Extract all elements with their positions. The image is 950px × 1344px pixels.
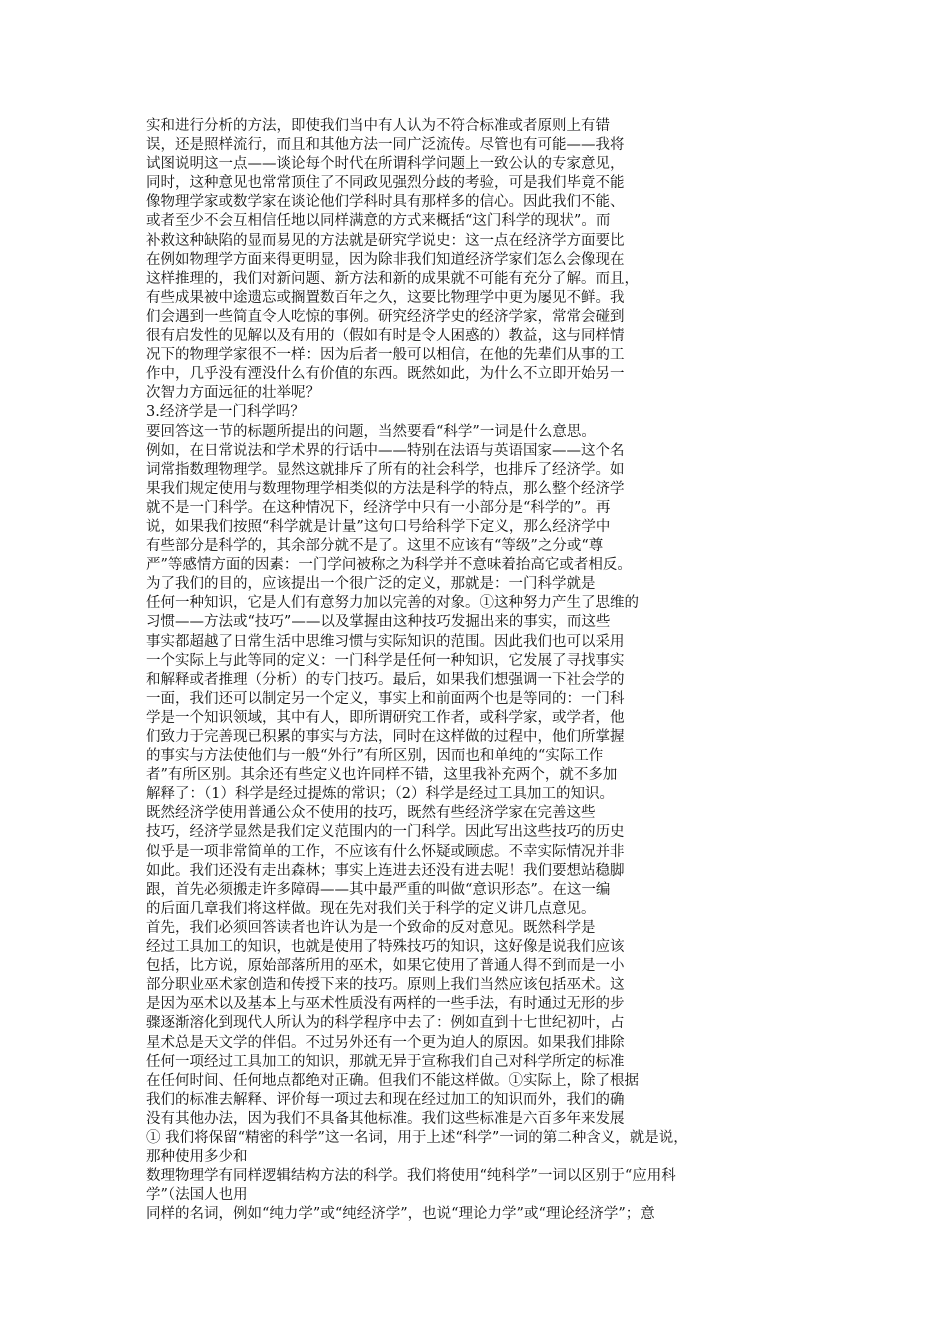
text-line: 一面，我们还可以制定另一个定义，事实上和前面两个也是等同的：一门科 bbox=[146, 690, 625, 707]
text-line: 的后面几章我们将这样做。现在先对我们关于科学的定义讲几点意见。 bbox=[146, 900, 596, 917]
footnote-line: ① 我们将保留“精密的科学”这一名词，用于上述“科学”一词的第二种含义，就是说， bbox=[146, 1129, 688, 1146]
text-line: 跟，首先必须搬走许多障碍——其中最严重的叫做“意识形态”。在这一编 bbox=[146, 881, 611, 898]
text-line: 在例如物理学方面来得更明显，因为除非我们知道经济学家们怎么会像现在 bbox=[146, 251, 625, 268]
text-line: 果我们规定使用与数理物理学相类似的方法是科学的特点，那么整个经济学 bbox=[146, 480, 625, 497]
text-line: 首先，我们必须回答读者也许认为是一个致命的反对意见。既然科学是 bbox=[146, 919, 596, 936]
text-line: 们致力于完善现已积累的事实与方法，同时在这样做的过程中，他们所掌握 bbox=[146, 729, 625, 745]
text-line: 习惯——方法或“技巧”——以及掌握由这种技巧发掘出来的事实，而这些 bbox=[146, 614, 611, 631]
text-line: 就不是一门科学。在这种情况下，经济学中只有一小部分是“科学的”。再 bbox=[146, 499, 611, 516]
text-line: 如此。我们还没有走出森林；事实上连进去还没有进去呢！我们要想站稳脚 bbox=[146, 862, 625, 879]
text-line: 是因为巫术以及基本上与巫术性质没有两样的一些手法，有时通过无形的步 bbox=[146, 996, 625, 1013]
text-line: 的事实与方法使他们与一般“外行”有所区别，因而也和单纯的“实际工作 bbox=[146, 748, 604, 765]
text-line: 任何一项经过工具加工的知识，那就无异于宣称我们自己对科学所定的标准 bbox=[146, 1053, 625, 1070]
text-line: 试图说明这一点——谈论每个时代在所谓科学问题上一致公认的专家意见， bbox=[146, 156, 625, 173]
text-line: 事实都超越了日常生活中思维习惯与实际知识的范围。因此我们也可以采用 bbox=[146, 633, 625, 650]
text-line: 严”等感情方面的因素：一门学问被称之为科学并不意味着抬高它或者相反。 bbox=[146, 557, 632, 574]
text-line: 次智力方面远征的壮举呢？ bbox=[146, 385, 320, 402]
section-heading: 3.经济学是一门科学吗？ bbox=[146, 404, 305, 421]
footnote-line: 那种使用多少和 bbox=[146, 1149, 248, 1166]
body-text bbox=[146, 117, 806, 1224]
text-line: 误，还是照样流行，而且和其他方法一同广泛流传。尽管也有可能——我将 bbox=[146, 137, 625, 154]
text-line: 在任何时间、任何地点都绝对正确。但我们不能这样做。①实际上，除了根据 bbox=[146, 1072, 639, 1089]
footnote-line: 同样的名词，例如“纯力学”或“纯经济学”，也说“理论力学”或“理论经济学”；意 bbox=[146, 1206, 655, 1223]
text-line: 或者至少不会互相信任地以同样满意的方式来概括“这门科学的现状”。而 bbox=[146, 213, 611, 230]
footnote-line: 学”（法国人也用 bbox=[146, 1187, 248, 1204]
text-line: 和解释或者推理（分析）的专门技巧。最后，如果我们想强调一下社会学的 bbox=[146, 671, 625, 688]
text-line: 要回答这一节的标题所提出的问题，当然要看“科学”一词是什么意思。 bbox=[146, 423, 596, 440]
text-line: 既然经济学使用普通公众不使用的技巧，既然有些经济学家在完善这些 bbox=[146, 805, 596, 822]
text-line: 为了我们的目的，应该提出一个很广泛的定义，那就是：一门科学就是 bbox=[146, 576, 596, 593]
text-line: 技巧，经济学显然是我们定义范围内的一门科学。因此写出这些技巧的历史 bbox=[146, 824, 625, 841]
text-line: 我们的标准去解释、评价每一项过去和现在经过加工的知识而外，我们的确 bbox=[146, 1091, 625, 1108]
text-line: 任何一种知识，它是人们有意努力加以完善的对象。①这种努力产生了思维的 bbox=[146, 595, 639, 612]
text-line: 一个实际上与此等同的定义：一门科学是任何一种知识，它发展了寻找事实 bbox=[146, 652, 625, 669]
text-line: 似乎是一项非常简单的工作，不应该有什么怀疑或顾虑。不幸实际情况并非 bbox=[146, 843, 625, 860]
text-line: 补救这种缺陷的显而易见的方法就是研究学说史：这一点在经济学方面要比 bbox=[146, 232, 625, 249]
text-line: 说，如果我们按照“科学就是计量”这句口号给科学下定义，那么经济学中 bbox=[146, 518, 611, 535]
text-line: 词常指数理物理学。显然这就排斥了所有的社会科学，也排斥了经济学。如 bbox=[146, 461, 625, 478]
text-line: 经过工具加工的知识，也就是使用了特殊技巧的知识，这好像是说我们应该 bbox=[146, 939, 625, 956]
text-line: 像物理学家或数学家在谈论他们学科时具有那样多的信心。因此我们不能、 bbox=[146, 194, 625, 211]
text-line: 例如，在日常说法和学术界的行话中——特别在法语与英语国家——这个名 bbox=[146, 442, 625, 459]
text-line: 解释了：（1）科学是经过提炼的常识；（2）科学是经过工具加工的知识。 bbox=[146, 786, 614, 803]
text-line: 况下的物理学家很不一样：因为后者一般可以相信，在他的先辈们从事的工 bbox=[146, 347, 625, 364]
text-line: 作中，几乎没有湮没什么有价值的东西。既然如此，为什么不立即开始另一 bbox=[146, 366, 625, 383]
text-line: 星术总是天文学的伴侣。不过另外还有一个更为迫人的原因。如果我们排除 bbox=[146, 1034, 625, 1051]
text-line: 同时，这种意见也常常顶住了不同政见强烈分歧的考验，可是我们毕竟不能 bbox=[146, 175, 625, 192]
text-line: 这样推理的，我们对新问题、新方法和新的成果就不可能有充分了解。而且， bbox=[146, 270, 639, 287]
text-line: 有些部分是科学的，其余部分就不是了。这里不应该有“等级”之分或“尊 bbox=[146, 538, 604, 555]
text-line: 学是一个知识领域，其中有人，即所谓研究工作者，或科学家，或学者，他 bbox=[146, 709, 625, 726]
footnote-line: 数理物理学有同样逻辑结构方法的科学。我们将使用“纯科学”一词以区别于“应用科 bbox=[146, 1168, 676, 1185]
text-line: 者”有所区别。其余还有些定义也许同样不错，这里我补充两个，就不多加 bbox=[146, 767, 618, 784]
text-line: 骤逐渐溶化到现代人所认为的科学程序中去了：例如直到十七世纪初叶，占 bbox=[146, 1015, 625, 1032]
text-line: 们会遇到一些简直令人吃惊的事例。研究经济学史的经济学家，常常会碰到 bbox=[146, 308, 625, 325]
text-line: 实和进行分析的方法，即使我们当中有人认为不符合标准或者原则上有错 bbox=[146, 118, 610, 134]
text-line: 没有其他办法，因为我们不具备其他标准。我们这些标准是六百多年来发展 bbox=[146, 1110, 625, 1127]
text-line: 包括，比方说，原始部落所用的巫术，如果它使用了普通人得不到而是一小 bbox=[146, 958, 625, 975]
text-line: 部分职业巫术家创造和传授下来的技巧。原则上我们当然应该包括巫术。这 bbox=[146, 977, 625, 994]
text-line: 很有启发性的见解以及有用的（假如有时是令人困惑的）教益，这与同样情 bbox=[146, 328, 625, 345]
text-line: 有些成果被中途遗忘或搁置数百年之久，这要比物理学中更为屡见不鲜。我 bbox=[146, 289, 625, 306]
